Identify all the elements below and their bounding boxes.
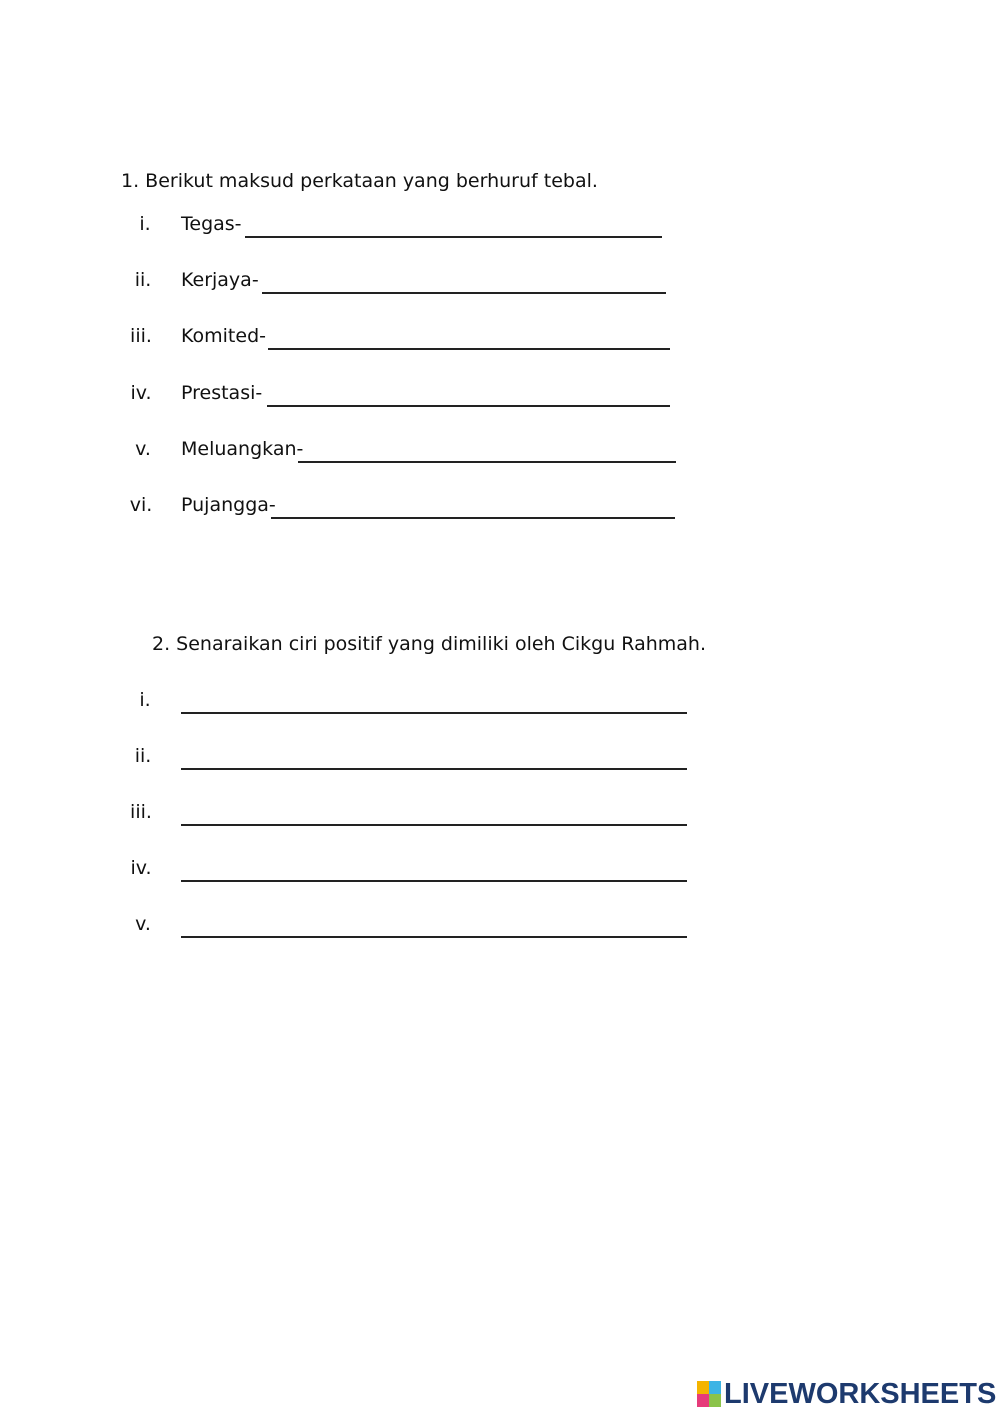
watermark-text: LIVEWORKSHEETS — [724, 1378, 997, 1410]
q2-answer-blank[interactable] — [181, 856, 687, 882]
q1-row-1 — [0, 212, 1000, 242]
q1-row-2 — [0, 268, 1000, 298]
q1-numeral: i. — [139, 213, 151, 235]
q2-numeral: v. — [135, 913, 151, 935]
q2-answer-blank[interactable] — [181, 744, 687, 770]
q1-row-6 — [0, 493, 1000, 523]
q1-term: Kerjaya- — [181, 269, 259, 291]
q2-numeral: i. — [139, 689, 151, 711]
q1-answer-blank[interactable] — [245, 212, 662, 238]
q2-answer-blank[interactable] — [181, 688, 687, 714]
q1-numeral: iv. — [130, 382, 152, 404]
q1-row-5 — [0, 437, 1000, 467]
q1-answer-blank[interactable] — [262, 268, 666, 294]
q2-numeral: ii. — [134, 745, 152, 767]
q1-answer-blank[interactable] — [271, 493, 675, 519]
q1-numeral: ii. — [134, 269, 152, 291]
question-1-title: 1. Berikut maksud perkataan yang berhuruf tebal. — [121, 170, 598, 192]
q1-row-4 — [0, 381, 1000, 411]
q1-term: Meluangkan- — [181, 438, 304, 460]
q2-answer-blank[interactable] — [181, 912, 687, 938]
q2-row-5 — [0, 912, 1000, 942]
liveworksheets-logo-icon — [697, 1381, 721, 1407]
q2-numeral: iv. — [130, 857, 152, 879]
liveworksheets-watermark — [697, 1378, 996, 1410]
q1-term: Prestasi- — [181, 382, 263, 404]
question-2-title: 2. Senaraikan ciri positif yang dimiliki oleh Cikgu Rahmah. — [152, 633, 707, 655]
q1-numeral: vi. — [129, 494, 153, 516]
q1-term: Komited- — [181, 325, 266, 347]
q2-numeral: iii. — [130, 801, 152, 823]
q2-row-3 — [0, 800, 1000, 830]
q2-row-4 — [0, 856, 1000, 886]
q1-answer-blank[interactable] — [268, 324, 670, 350]
q1-answer-blank[interactable] — [298, 437, 676, 463]
q2-row-1 — [0, 688, 1000, 718]
q1-numeral: iii. — [130, 325, 152, 347]
q1-numeral: v. — [135, 438, 151, 460]
q1-answer-blank[interactable] — [267, 381, 670, 407]
q1-term: Tegas- — [181, 213, 242, 235]
q1-term: Pujangga- — [181, 494, 276, 516]
q2-row-2 — [0, 744, 1000, 774]
q1-row-3 — [0, 324, 1000, 354]
q2-answer-blank[interactable] — [181, 800, 687, 826]
